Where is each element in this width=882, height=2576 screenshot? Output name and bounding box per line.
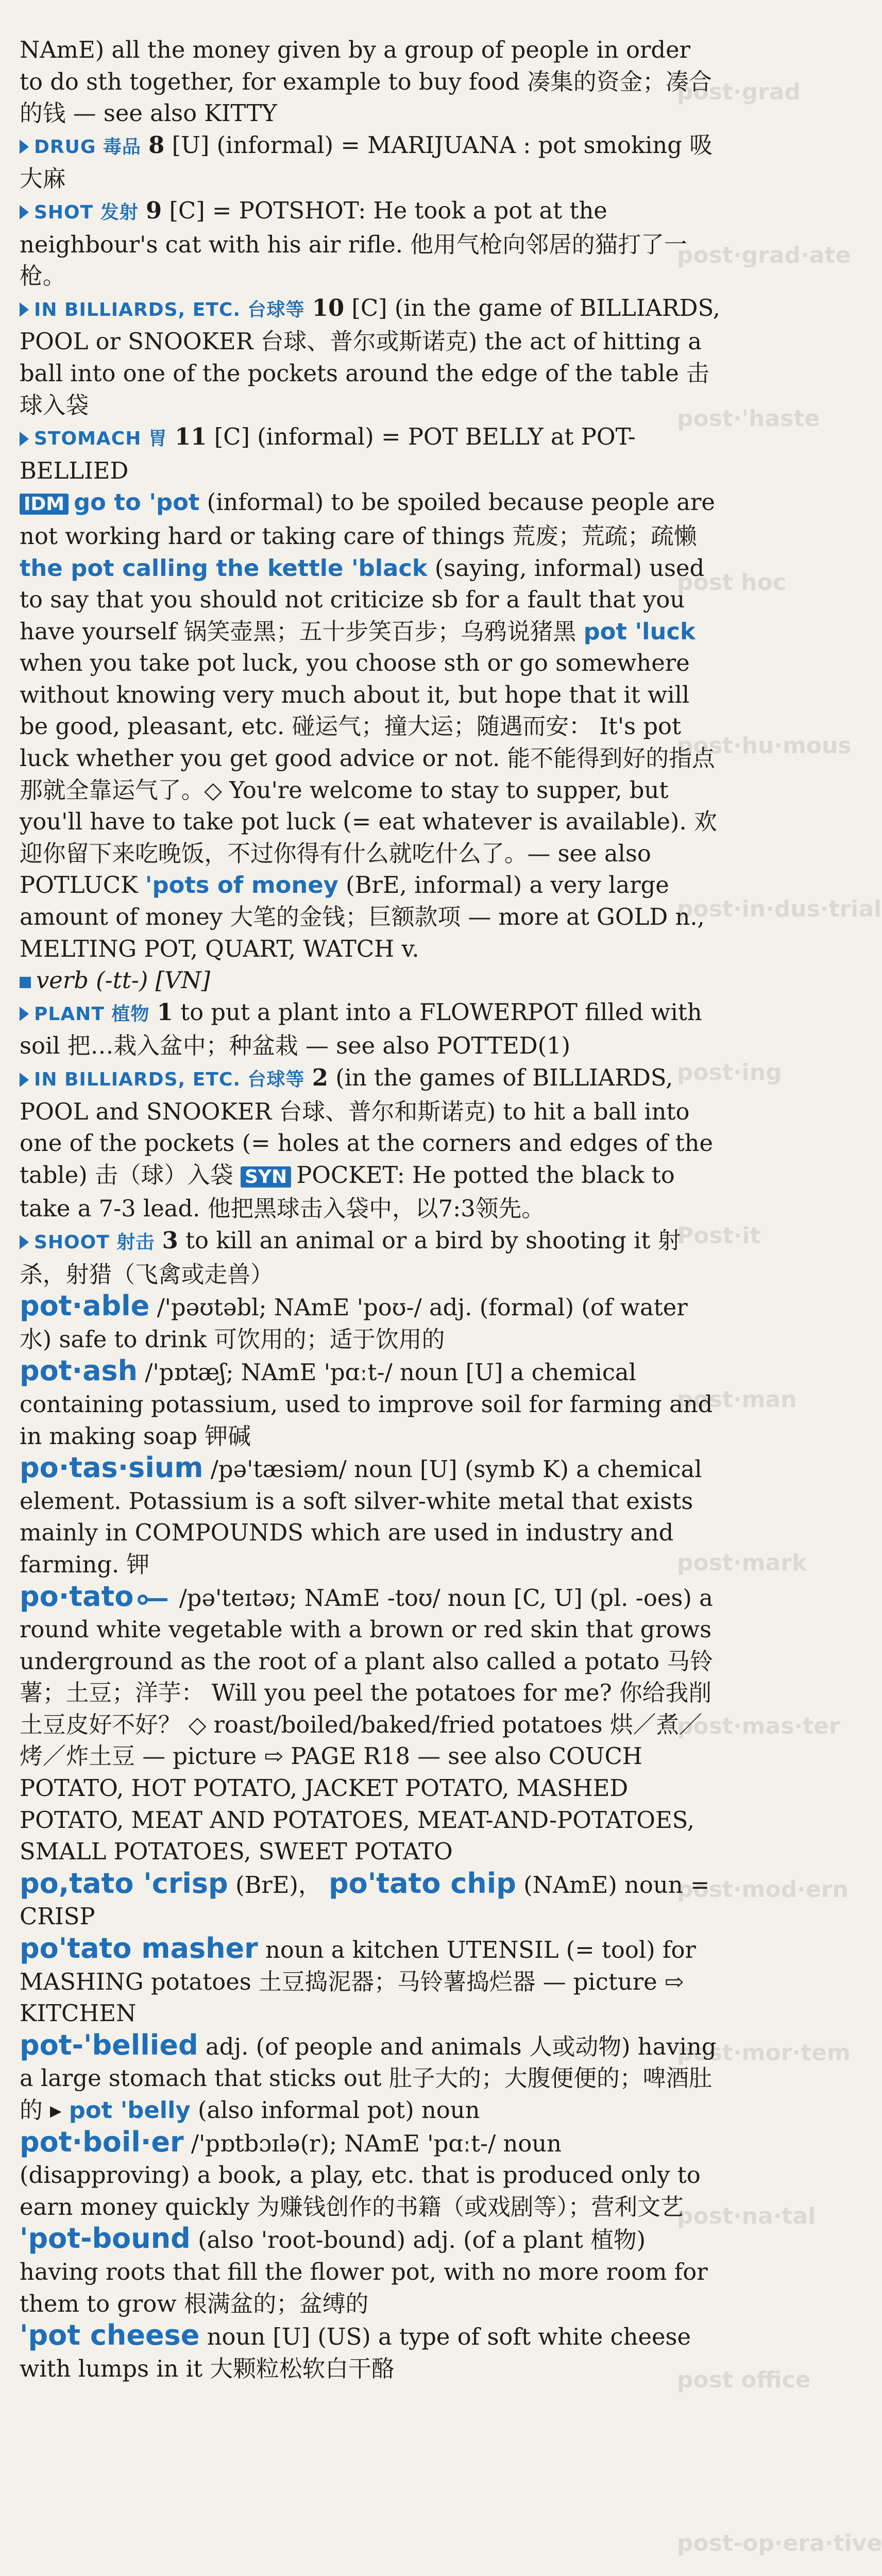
entry-pot-bellied: pot-'bellied adj. (of people and animals 人或动物) having a large stomach that sticks out 肚子大的；大腹便便的；啤酒肚的 ▸ pot 'belly (also informal pot) noun [20,2028,717,2124]
sense-stomach: STOMACH 胃 11 [C] (informal) = POT BELLY at POT-BELLIED [20,423,636,484]
sense-billiards: IN BILLIARDS, ETC. 台球等 10 [C] (in the game of BILLIARDS, POOL or SNOOKER 台球、普尔或斯诺克) the act of hitting a ball into one of the pockets around the edge of the table 击球入袋 [20,294,720,419]
entry-potable: pot·able /'pəʊtəbl; NAmE 'poʊ-/ adj. (formal) (of water 水) safe to drink 可饮用的；适于饮用的 [20,1290,688,1353]
entry-pot-bound: 'pot-bound (also 'root-bound) adj. (of a plant 植物) having roots that fill the flower pot, with no more room for them to grow 根满盆的；盆缚的 [20,2222,708,2317]
sense-arrow-icon [20,1007,29,1021]
headword: 'pot-bound [20,2222,191,2255]
ghost-word: post·mor·tem [677,2040,851,2066]
sense-arrow-icon [20,1073,29,1087]
verb-head: verb (-tt-) [VN] [20,964,720,996]
ghost-word: post·na·tal [677,2203,816,2230]
headword: pot·ash [20,1354,138,1387]
ghost-word: post hoc [677,569,786,596]
headword: po,tato 'crisp [20,1867,228,1900]
entry-potato-masher: po'tato masher noun a kitchen UTENSIL (= tool) for MASHING potatoes 土豆捣泥器；马铃薯捣烂器 — picture ⇨ KITCHEN [20,1932,696,2027]
sense-arrow-icon [20,432,29,446]
idiom-head: pot 'luck [583,617,696,645]
sense-shot: SHOT 发射 9 [C] = POTSHOT: He took a pot at the neighbour's cat with his air rifle. 他用气枪向邻居的猫打了一枪。 [20,196,687,290]
sense-drug: DRUG 毒品 8 [U] (informal) = MARIJUANA : pot smoking 吸大麻 [20,131,713,193]
entry-potash: pot·ash /'pɒtæʃ; NAmE 'pɑːt-/ noun [U] a chemical containing potassium, used to improve soil for farming and in making soap 钾碱 [20,1354,713,1450]
syn-badge: SYN [241,1166,291,1188]
ghost-word: post·mod·ern [677,1876,849,1903]
idiom-head: go to 'pot [74,488,200,516]
headword: po·tas·sium [20,1451,203,1484]
headword: po'tato chip [329,1867,516,1900]
verb-sense-shoot: SHOOT 射击 3 to kill an animal or a bird by shooting it 射杀，射猎（飞禽或走兽） [20,1226,681,1288]
ghost-word: post·mark [677,1549,807,1576]
ghost-word: post·in·dus·trial [677,895,882,922]
entry-column [20,34,720,2384]
pos-square-icon [20,977,31,988]
idiom-head: 'pots of money [145,871,338,899]
derived-word: pot 'belly [69,2096,191,2124]
idm-badge: IDM [20,494,69,515]
entry-potboiler: pot·boil·er /'pɒtbɔɪlə(r); NAmE 'pɑːt-/ noun (disapproving) a book, a play, etc. that is produced only to earn money quickly 为赚钱创作的书籍（或戏剧等）；营利文艺 [20,2125,701,2221]
verb-sense-billiards: IN BILLIARDS, ETC. 台球等 2 (in the games of BILLIARDS, POOL and SNOOKER 台球、普尔和斯诺克) to hit a ball into one of the pockets (= holes at the corners and edges of the table) 击（球）入袋 SYN POCKET: He potted the black to take a 7-3 lead. 他把黑球击入袋中，以7:3领先。 [20,1064,713,1223]
ghost-word: post office [677,2366,811,2393]
ghost-word: post·ing [677,1059,782,1086]
sense-arrow-icon [20,205,29,219]
ghost-word: post·grad [677,79,801,105]
ghost-word: Post·it [677,1223,761,1249]
ghost-word: post·grad·ate [677,242,851,269]
entry-potato: po·tato /pə'teɪtəʊ; NAmE -toʊ/ noun [C, U] (pl. -oes) a round white vegetable with a brown or red skin that grows underground as the root of a plant also called a potato 马铃薯；土豆；洋芋： Will you peel the potatoes for me? 你给我削土豆皮好不好？ ◇ roast/boiled/baked/fried potatoes 烘／煮／烤／炸土豆 — picture ⇨ PAGE R18 — see also COUCH POTATO, HOT POTATO, JACKET POTATO, MASHED POTATO, MEAT AND POTATOES, MEAT-AND-POTATOES, SMALL POTATOES, SWEET POTATO [20,1580,713,1866]
headword: pot-'bellied [20,2028,198,2061]
idiom-head: the pot calling the kettle 'black [20,554,428,582]
headword: po·tato [20,1580,134,1613]
entry-pot-cheese: 'pot cheese noun [U] (US) a type of soft white cheese with lumps in it 大颗粒松软白干酪 [20,2319,691,2382]
verb-sense-plant: PLANT 植物 1 to put a plant into a FLOWERPOT filled with soil 把…栽入盆中；种盆栽 — see also POTTED(1) [20,998,702,1060]
sense-arrow-icon [20,140,29,154]
sense-arrow-icon [20,302,29,317]
ghost-word: post·man [677,1386,797,1413]
headword: pot·able [20,1290,150,1323]
idioms-block: IDM go to 'pot (informal) to be spoiled because people are not working hard or taking care of things 荒废；荒疏；疏懒 the pot calling the kettle 'black (saying, informal) used to say that you should not criticize sb for a fault that you have yourself 锅笑壶黑；五十步笑百步；乌鸦说猪黑 pot 'luck when you take pot luck, you choose sth or go somewhere without knowing very much about it, but hope that it will be good, pleasant, etc. 碰运气；撞大运；随遇而安： It's pot luck whether you get good advice or not. 能不能得到好的指点那就全靠运气了。◇ You're welcome to stay to supper, but you'll have to take pot luck (= eat whatever is available). 欢迎你留下来吃晚饭，不过你得有什么就吃什么了。— see also POTLUCK 'pots of money (BrE, informal) a very large amount of money 大笔的金钱；巨额款项 — more at GOLD n., MELTING POT, QUART, WATCH v. [20,488,717,962]
entry-continuation: NAmE) all the money given by a group of people in order to do sth together, for example to buy food 凑集的资金；凑合的钱 — see also KITTY [20,36,712,127]
ghost-word: post·mas·ter [677,1713,840,1739]
ghost-word: post·'haste [677,405,820,432]
headword: pot·boil·er [20,2125,184,2158]
entry-potassium: po·tas·sium /pə'tæsiəm/ noun [U] (symb K) a chemical element. Potassium is a soft silver-white metal that exists mainly in COMPOUNDS which are used in industry and farming. 钾 [20,1451,702,1578]
entry-potato-crisp: po,tato 'crisp (BrE)， po'tato chip (NAmE) noun = CRISP [20,1867,710,1930]
ghost-word: post-op·era·tive [677,2530,882,2556]
sense-arrow-icon [20,1235,29,1249]
ghost-word: post·hu·mous [677,732,852,759]
oxford-key-icon [138,1594,167,1606]
headword: po'tato masher [20,1932,258,1965]
headword: 'pot cheese [20,2319,200,2352]
